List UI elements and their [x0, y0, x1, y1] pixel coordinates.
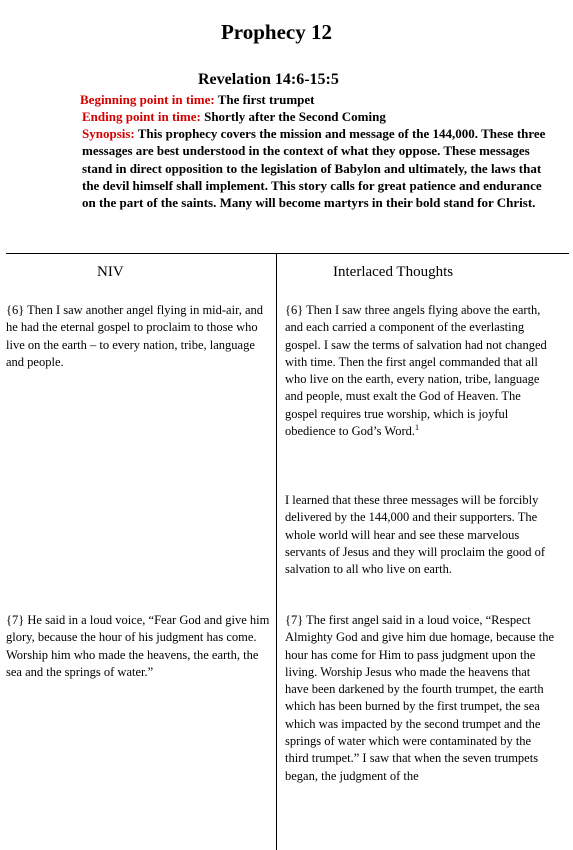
- beginning-label: Beginning point in time:: [80, 92, 215, 107]
- synopsis: [82, 125, 552, 211]
- page-title: Prophecy 12: [220, 20, 333, 44]
- thoughts-verse-6-text: {6} Then I saw three angels flying above the earth, and each carried a component of the everlasting gospel. I saw the terms of salvation had not changed with time. Then the first angel commanded that all who live on the earth, every nation, tribe, language and people, must exalt the God of Heaven. The gospel requires true worship, which is joyful obedience to God’s Word.: [285, 303, 547, 439]
- thoughts-verse-6: [285, 302, 555, 440]
- beginning-point: [80, 91, 550, 108]
- thoughts-verse-7: {7} The first angel said in a loud voice, “Respect Almighty God and give him due homage, because the hour has come for Him to pass judgment upon the living. Worship Jesus who made the heavens that have been darkened by the fourth trumpet, the earth which has been burned by the first trumpet, the sea which was impacted by the second trumpet and the springs of water which were contaminated by the third trumpet.” I saw that when the seven trumpets began, the judgment of the: [285, 613, 555, 783]
- ending-value: Shortly after the Second Coming: [200, 109, 386, 124]
- column-divider: [276, 253, 277, 850]
- ending-point: [82, 108, 552, 125]
- niv-verse-6: {6} Then I saw another angel flying in mid-air, and he had the eternal gospel to proclaim to those who live on the earth – to every nation, tribe, language and people.: [6, 303, 264, 369]
- thoughts-verse-6-note: I learned that these three messages will be forcibly delivered by the 144,000 and their supporters. The whole world will hear and see these marvelous servants of Jesus and they will proclaim the good of salvation to all who live on earth.: [285, 493, 546, 577]
- synopsis-label: Synopsis:: [82, 126, 135, 141]
- column-header-thoughts: Interlaced Thoughts: [333, 264, 454, 280]
- beginning-value: The first trumpet: [214, 92, 315, 107]
- scripture-reference: Revelation 14:6-15:5: [198, 71, 339, 88]
- footnote-marker: 1: [415, 422, 419, 432]
- niv-verse-7: {7} He said in a loud voice, “Fear God and give him glory, because the hour of his judgment has come. Worship him who made the heavens, the earth, the sea and the springs of water.”: [6, 613, 270, 679]
- ending-label: Ending point in time:: [82, 109, 201, 124]
- synopsis-text: This prophecy covers the mission and message of the 144,000. These three messages are best understood in the context of what they oppose. These messages stand in direct opposition to the legislation of Babylon and ultimately, the laws that the devil himself shall implement. This story calls for great patience and endurance on the part of the saints. Many will become martyrs in their bold stand for Christ.: [82, 126, 546, 211]
- column-header-niv: NIV: [97, 264, 124, 280]
- table-top-divider: [6, 253, 569, 254]
